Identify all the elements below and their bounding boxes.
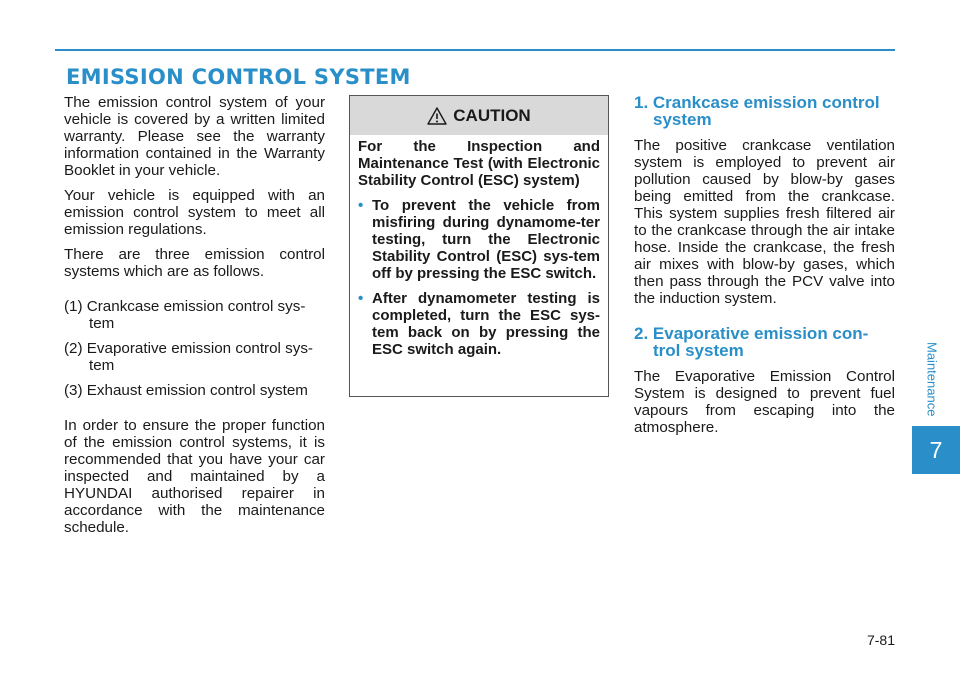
caution-title: CAUTION — [453, 106, 531, 125]
intro-paragraph: There are three emission control systems which are as follows. — [64, 246, 325, 280]
caution-bullet: • To prevent the vehicle from misfiring during dynamome-ter testing, turn the Electronic Stability Control (ESC) sys-tem off by pressing the ESC switch. — [358, 197, 600, 282]
top-divider-line — [55, 49, 895, 51]
caution-box — [349, 95, 609, 397]
caution-body — [350, 135, 608, 358]
caution-bullet: • After dynamometer testing is completed, turn the ESC sys-tem back on by pressing the ESC switch again. — [358, 290, 600, 358]
closing-paragraph: In order to ensure the proper function of the emission control systems, it is recommended that you have your car inspected and maintained by a HYUNDAI authorised repairer in accordance with the maintenance schedule. — [64, 417, 325, 536]
chapter-number-tab: 7 — [912, 426, 960, 474]
crankcase-paragraph: The positive crankcase ventilation system is employed to prevent air pollution caused by blow-by gases being emitted from the crankcase. This system supplies fresh filtered air to the crankcase through the air intake hose. Inside the crankcase, the fresh air mixes with blow-by gases, which then pass through the PCV valve into the induction system. — [634, 137, 895, 307]
emission-systems-list — [64, 298, 325, 399]
intro-text — [64, 94, 325, 280]
list-item: (2) Evaporative emission control sys-tem — [64, 340, 313, 374]
evaporative-paragraph: The Evaporative Emission Control System is designed to prevent fuel vapours from escaping into the atmosphere. — [634, 368, 895, 436]
caution-intro: For the Inspection and Maintenance Test (with Electronic Stability Control (ESC) system) — [358, 138, 600, 189]
evaporative-heading: 2. Evaporative emission con-trol system — [634, 324, 869, 360]
caution-bullet-list — [358, 197, 600, 358]
intro-paragraph: The emission control system of your vehicle is covered by a written limited warranty. Please see the warranty information contained in the Warranty Booklet in your vehicle. — [64, 94, 325, 179]
chapter-tab-label: Maintenance — [924, 341, 940, 417]
list-item: (3) Exhaust emission control system — [64, 382, 308, 399]
warning-triangle-icon — [427, 107, 447, 125]
right-column — [634, 94, 895, 444]
list-item: (1) Crankcase emission control sys-tem — [64, 298, 306, 332]
section-title: EMISSION CONTROL SYSTEM — [66, 65, 411, 89]
intro-paragraph: Your vehicle is equipped with an emission control system to meet all emission regulations. — [64, 187, 325, 238]
left-column — [64, 94, 325, 544]
crankcase-heading: 1. Crankcase emission control system — [634, 93, 880, 129]
caution-header — [350, 96, 608, 135]
page-number: 7-81 — [866, 632, 895, 648]
